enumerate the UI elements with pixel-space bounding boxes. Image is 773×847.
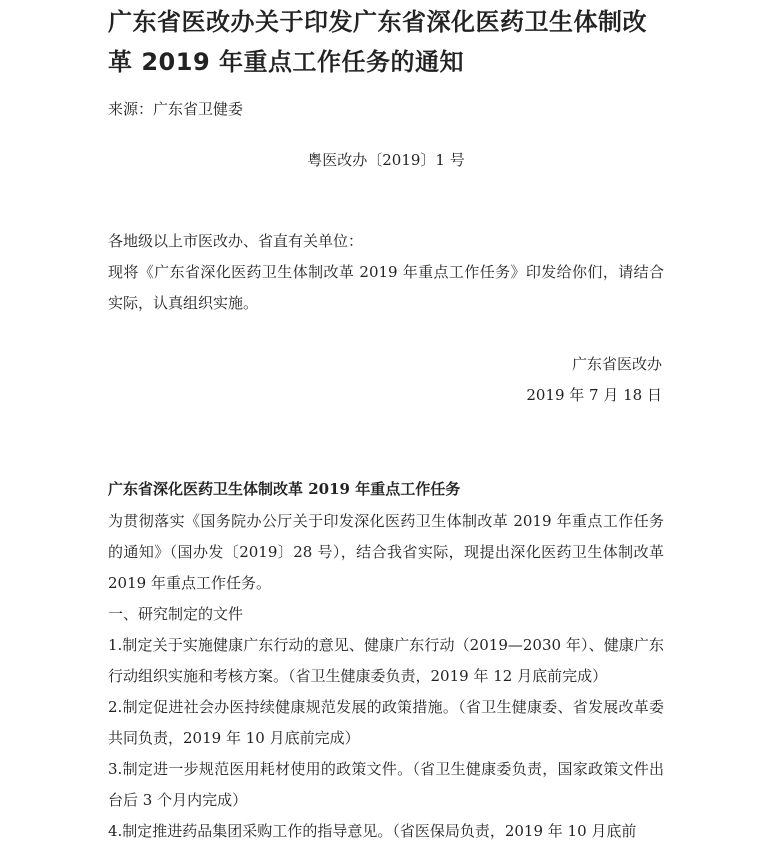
- signature-date: 2019 年 7 月 18 日: [526, 386, 662, 404]
- document-number: 粤医改办〔2019〕1 号: [307, 151, 465, 169]
- list-item: 3.制定进一步规范医用耗材使用的政策文件。（省卫生健康委负责，国家政策文件出台后 3 个月内完成）: [108, 760, 664, 809]
- list-item: 2.制定促进社会办医持续健康规范发展的政策措施。（省卫生健康委、省发展改革委共同负责，2019 年 10 月底前完成）: [108, 698, 664, 747]
- intro-paragraph: 现将《广东省深化医药卫生体制改革 2019 年重点工作任务》印发给你们，请结合实际，认真组织实施。: [108, 263, 664, 312]
- document-title: 广东省医改办关于印发广东省深化医药卫生体制改革 2019 年重点工作任务的通知: [108, 8, 647, 76]
- list-item: 1.制定关于实施健康广东行动的意见、健康广东行动（2019—2030 年）、健康广东行动组织实施和考核方案。（省卫生健康委负责，2019 年 12 月底前完成）: [108, 636, 664, 685]
- signature-org: 广东省医改办: [571, 355, 662, 373]
- document-source: 来源：广东省卫健委: [108, 100, 244, 118]
- section-heading: 一、研究制定的文件: [108, 605, 244, 623]
- list-item: 4.制定推进药品集团采购工作的指导意见。（省医保局负责，2019 年 10 月底前: [108, 822, 637, 840]
- attachment-intro: 为贯彻落实《国务院办公厅关于印发深化医药卫生体制改革 2019 年重点工作任务的通知》（国办发〔2019〕28 号），结合我省实际，现提出深化医药卫生体制改革 2019 年重点工作任务。: [108, 512, 664, 592]
- attachment-title: 广东省深化医药卫生体制改革 2019 年重点工作任务: [108, 480, 461, 498]
- salutation: 各地级以上市医改办、省直有关单位：: [108, 232, 364, 250]
